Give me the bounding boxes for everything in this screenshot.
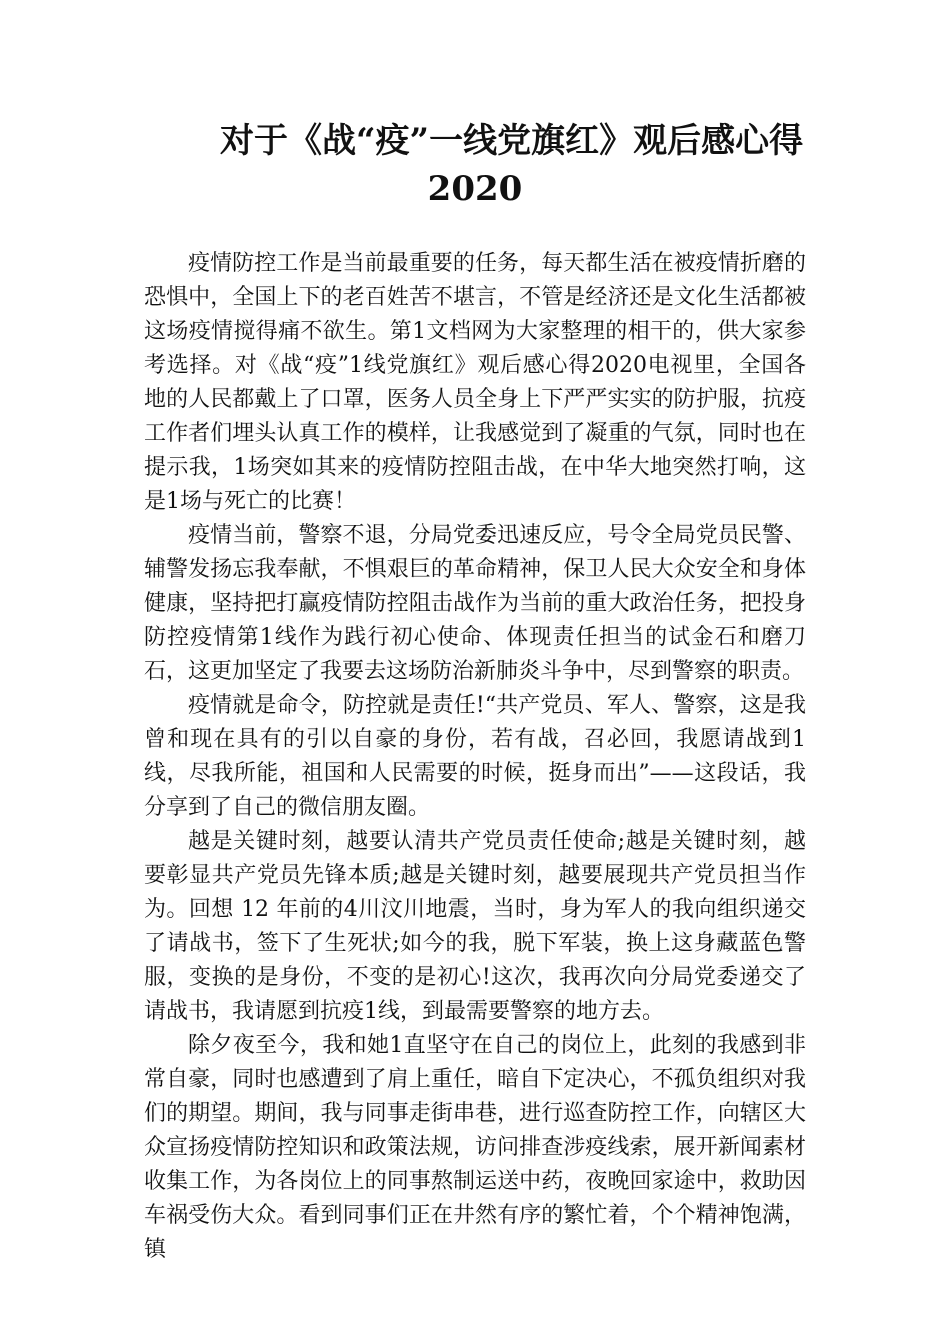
paragraph-5: 除夕夜至今，我和她1直坚守在自己的岗位上，此刻的我感到非常自豪，同时也感遭到了肩上重任，暗自下定决心，不孤负组织对我们的期望。期间，我与同事走街串巷，进行巡查防控工作，向辖区大众宣扬疫情防控知识和政策法规，访问排查涉疫线索，展开新闻素材收集工作，为各岗位上的同事熬制运送中药，夜晚回家途中，救助因车祸受伤大众。看到同事们正在井然有序的繁忙着，个个精神饱满，镇 — [144, 1033, 806, 1262]
paragraph-2: 疫情当前，警察不退，分局党委迅速反应，号令全局党员民警、辅警发扬忘我奉献，不惧艰巨的革命精神，保卫人民大众安全和身体健康，坚持把打赢疫情防控阻击战作为当前的重大政治任务，把投身防控疫情第1线作为践行初心使命、体现责任担当的试金石和磨刀石，这更加坚定了我要去这场防治新肺炎斗争中，尽到警察的职责。 — [144, 523, 806, 684]
document-body — [144, 247, 806, 1267]
document-title-line2: 2020 — [427, 169, 523, 209]
document-title-line1: 对于《战“疫”一线党旗红》观后感心得 — [220, 121, 804, 161]
paragraph-3: 疫情就是命令，防控就是责任!“共产党员、军人、警察，这是我曾和现在具有的引以自豪的身份，若有战，召必回，我愿请战到1线，尽我所能，祖国和人民需要的时候，挺身而出”——这段话，我分享到了自己的微信朋友圈。 — [144, 693, 806, 820]
paragraph-4: 越是关键时刻，越要认清共产党员责任使命;越是关键时刻，越要彰显共产党员先锋本质;越是关键时刻，越要展现共产党员担当作为。回想 12 年前的4川汶川地震，当时，身为军人的我向组织递交了请战书，签下了生死状;如今的我，脱下军装，换上这身藏蓝色警服，变换的是身份，不变的是初心!这次，我再次向分局党委递交了请战书，我请愿到抗疫1线，到最需要警察的地方去。 — [144, 829, 806, 1024]
paragraph-1: 疫情防控工作是当前最重要的任务，每天都生活在被疫情折磨的恐惧中，全国上下的老百姓苦不堪言，不管是经济还是文化生活都被这场疫情搅得痛不欲生。第1文档网为大家整理的相干的，供大家参考选择。对《战“疫”1线党旗红》观后感心得2020电视里，全国各地的人民都戴上了口罩，医务人员全身上下严严实实的防护服，抗疫工作者们埋头认真工作的模样，让我感觉到了凝重的气氛，同时也在提示我，1场突如其来的疫情防控阻击战，在中华大地突然打响，这是1场与死亡的比赛！ — [144, 251, 806, 514]
